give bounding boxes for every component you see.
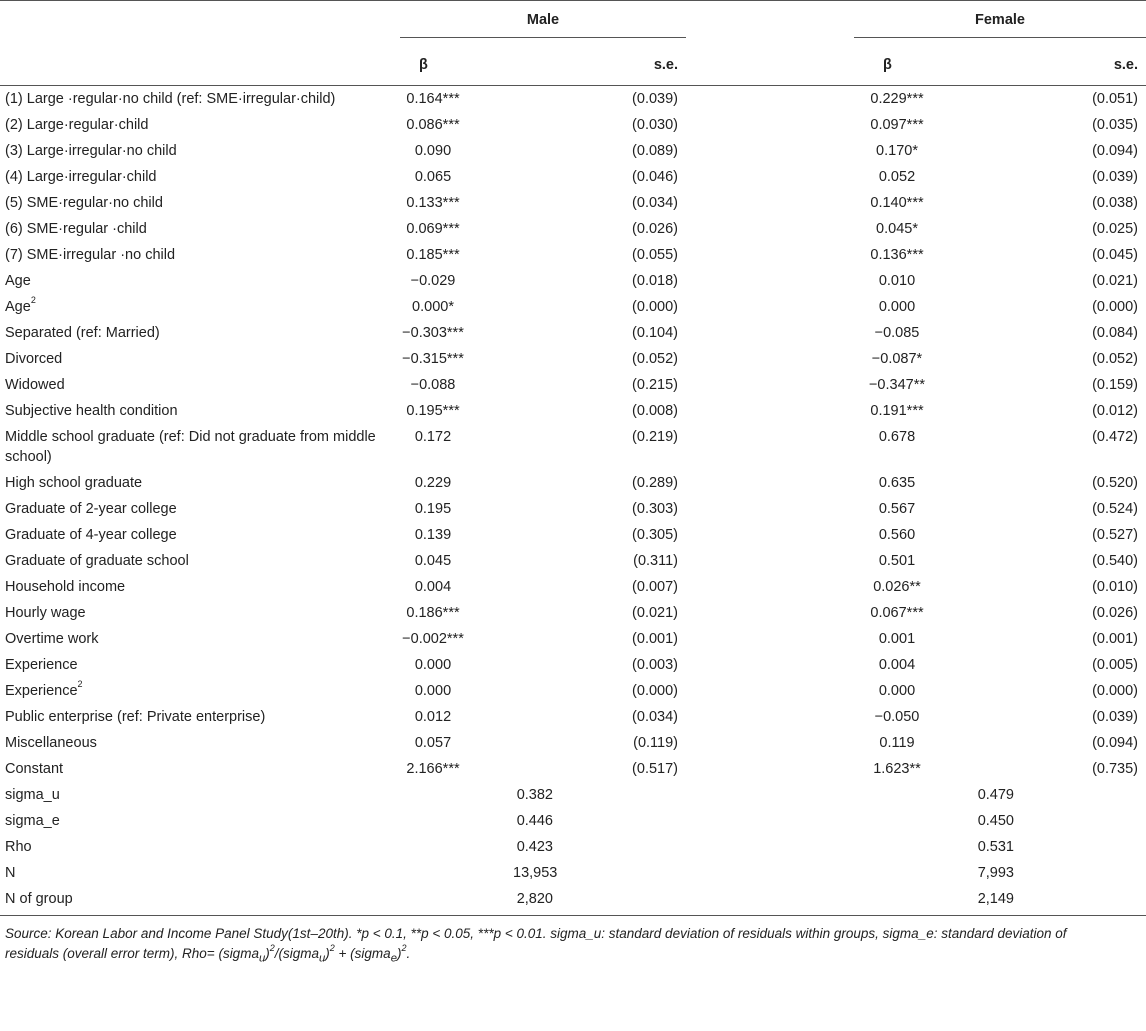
male-se: (0.046) xyxy=(632,169,678,185)
female-group-header: Female xyxy=(854,12,1146,38)
female-se: (0.472) xyxy=(1092,429,1139,445)
male-beta: 0.000* xyxy=(412,299,454,315)
table-footnote xyxy=(0,916,1146,969)
table-row xyxy=(0,652,1146,678)
female-se: (0.039) xyxy=(1092,169,1139,185)
female-se: (0.527) xyxy=(1092,527,1139,543)
male-beta: 0.139 xyxy=(414,527,452,543)
male-stat-value: 0.382 xyxy=(516,787,553,803)
male-beta: −0.029 xyxy=(410,273,456,289)
male-stat-value: 0.446 xyxy=(516,813,553,829)
variable-name: Experience xyxy=(5,657,78,673)
female-se: (0.039) xyxy=(1092,709,1139,725)
female-se: (0.012) xyxy=(1092,403,1139,419)
stat-name: N xyxy=(5,865,16,881)
female-beta: 0.052 xyxy=(878,169,916,185)
male-se: (0.001) xyxy=(632,631,678,647)
male-beta: 0.004 xyxy=(414,579,452,595)
male-se: (0.517) xyxy=(632,761,678,777)
variable-name: Public enterprise (ref: Private enterprise) xyxy=(5,709,266,725)
female-stat-value: 2,149 xyxy=(977,891,1014,907)
variable-name: (2) Large·regular·child xyxy=(5,117,149,133)
stat-name: N of group xyxy=(0,886,390,916)
female-beta: 0.119 xyxy=(879,735,915,751)
male-beta: 0.164*** xyxy=(406,91,460,107)
footnote-line-2: residuals (overall error term), Rho= (sigma$_u$)$^2$/(sigma$_u$)$^2$ + (sigma$_e$)$^2$. xyxy=(5,942,411,965)
female-beta: 0.001 xyxy=(878,631,916,647)
table-row xyxy=(0,522,1146,548)
male-beta: 0.229 xyxy=(414,475,452,491)
male-se: (0.034) xyxy=(632,195,678,211)
male-se: (0.219) xyxy=(632,429,678,445)
male-stat-value: 0.423 xyxy=(516,839,553,855)
variable-name: (6) SME·regular ·child xyxy=(5,221,147,237)
male-se: (0.018) xyxy=(632,273,678,289)
table-row xyxy=(0,164,1146,190)
table-row xyxy=(0,294,1146,320)
male-beta: 2.166*** xyxy=(406,761,460,777)
male-beta: −0.002*** xyxy=(402,631,464,647)
male-se-header: s.e. xyxy=(476,45,686,86)
male-se: (0.026) xyxy=(632,221,678,237)
female-beta: 0.567 xyxy=(878,501,916,517)
male-se: (0.000) xyxy=(632,299,678,315)
male-se: (0.055) xyxy=(632,247,678,263)
male-beta: −0.088 xyxy=(410,377,456,393)
female-beta: −0.050 xyxy=(874,709,920,725)
female-se: (0.000) xyxy=(1092,299,1139,315)
female-stat-value: 0.531 xyxy=(977,839,1014,855)
variable-name: Hourly wage xyxy=(5,605,86,621)
variable-name: Subjective health condition xyxy=(5,403,178,419)
male-se: (0.008) xyxy=(632,403,678,419)
male-se: (0.030) xyxy=(632,117,678,133)
female-se-header: s.e. xyxy=(940,45,1146,86)
table-row xyxy=(0,600,1146,626)
male-beta: 0.012 xyxy=(414,709,452,725)
variable-name: Middle school graduate (ref: Did not graduate from middle school) xyxy=(5,429,376,465)
male-se: (0.303) xyxy=(632,501,678,517)
male-beta: 0.057 xyxy=(414,735,452,751)
variable-name: Age xyxy=(5,273,31,289)
variable-name: (7) SME·irregular ·no child xyxy=(5,247,176,263)
female-se: (0.025) xyxy=(1092,221,1139,237)
table-row xyxy=(0,678,1146,704)
male-beta: 0.172 xyxy=(414,429,452,445)
female-se: (0.159) xyxy=(1092,377,1139,393)
female-beta-header: β xyxy=(854,45,940,86)
variable-name: (3) Large·irregular·no child xyxy=(5,143,177,159)
male-se: (0.039) xyxy=(632,91,678,107)
male-beta-header: β xyxy=(390,45,476,86)
female-beta: 0.229*** xyxy=(870,91,924,107)
table-row xyxy=(0,320,1146,346)
table-row xyxy=(0,190,1146,216)
female-beta: −0.087* xyxy=(871,351,923,367)
male-beta: −0.315*** xyxy=(402,351,464,367)
female-se: (0.010) xyxy=(1092,579,1139,595)
female-se: (0.094) xyxy=(1092,735,1139,751)
table-row xyxy=(0,730,1146,756)
female-beta: 0.010 xyxy=(878,273,916,289)
variable-name: (5) SME·regular·no child xyxy=(5,195,163,211)
female-se: (0.000) xyxy=(1092,683,1139,699)
female-se: (0.051) xyxy=(1092,91,1139,107)
variable-name: Household income xyxy=(5,579,126,595)
stat-name: sigma_u xyxy=(5,787,60,803)
male-se: (0.311) xyxy=(633,553,678,569)
male-beta: 0.133*** xyxy=(406,195,460,211)
variable-name: (1) Large ·regular·no child (ref: SME·irregular·child) xyxy=(5,91,336,107)
female-beta: 0.191*** xyxy=(870,403,924,419)
variable-name: Divorced xyxy=(5,351,63,367)
male-beta: 0.045 xyxy=(414,553,452,569)
male-beta: 0.090 xyxy=(414,143,452,159)
table-row xyxy=(0,496,1146,522)
male-se: (0.104) xyxy=(632,325,678,341)
male-beta: 0.000 xyxy=(414,683,452,699)
male-beta: 0.000 xyxy=(414,657,452,673)
table-body xyxy=(0,86,1146,916)
female-se: (0.035) xyxy=(1092,117,1139,133)
male-se: (0.119) xyxy=(633,735,678,751)
table-row xyxy=(0,86,1146,113)
stat-row xyxy=(0,808,1146,834)
female-se: (0.094) xyxy=(1092,143,1139,159)
variable-name: Constant xyxy=(5,761,64,777)
stat-name: sigma_e xyxy=(5,813,60,829)
male-beta: 0.195*** xyxy=(406,403,460,419)
female-beta: 0.067*** xyxy=(870,605,924,621)
female-beta: 0.004 xyxy=(878,657,916,673)
table-row xyxy=(0,398,1146,424)
male-stat-value: 13,953 xyxy=(513,865,558,881)
stat-row xyxy=(0,860,1146,886)
variable-name: High school graduate xyxy=(5,475,143,491)
variable-name: (4) Large·irregular·child xyxy=(5,169,157,185)
female-stat-value: 0.450 xyxy=(977,813,1014,829)
female-se: (0.026) xyxy=(1092,605,1139,621)
female-se: (0.084) xyxy=(1092,325,1139,341)
table-row xyxy=(0,372,1146,398)
male-stat-value: 2,820 xyxy=(516,891,553,907)
table-row xyxy=(0,346,1146,372)
female-beta: 0.136*** xyxy=(870,247,924,263)
table-row xyxy=(0,242,1146,268)
male-beta: 0.186*** xyxy=(406,605,460,621)
female-se: (0.520) xyxy=(1092,475,1139,491)
table-row xyxy=(0,756,1146,782)
male-se: (0.215) xyxy=(632,377,678,393)
female-beta: 1.623** xyxy=(873,761,921,777)
table-row xyxy=(0,268,1146,294)
male-beta: 0.185*** xyxy=(406,247,460,263)
female-beta: 0.000 xyxy=(878,683,916,699)
female-beta: 0.678 xyxy=(878,429,916,445)
female-se: (0.005) xyxy=(1092,657,1139,673)
female-beta: 0.635 xyxy=(878,475,916,491)
male-beta: −0.303*** xyxy=(402,325,464,341)
footnote-line-1: Source: Korean Labor and Income Panel Study(1st–20th). *p < 0.1, **p < 0.05, ***p < 0.01. sigma_u: standard deviation of residuals within groups, sigma_e: standard deviation of xyxy=(5,926,1067,941)
variable-name: Graduate of 2-year college xyxy=(5,501,177,517)
male-se: (0.089) xyxy=(632,143,678,159)
male-beta: 0.086*** xyxy=(406,117,460,133)
stat-row xyxy=(0,834,1146,860)
male-beta: 0.065 xyxy=(414,169,452,185)
variable-name: Age$^2$ xyxy=(5,295,36,315)
table-row xyxy=(0,704,1146,730)
female-beta: 0.097*** xyxy=(870,117,924,133)
female-beta: −0.085 xyxy=(874,325,920,341)
female-beta: −0.347** xyxy=(868,377,926,393)
variable-name: Separated (ref: Married) xyxy=(5,325,160,341)
male-se: (0.052) xyxy=(632,351,678,367)
variable-name: Graduate of graduate school xyxy=(5,553,189,569)
female-beta: 0.026** xyxy=(873,579,921,595)
variable-name: Miscellaneous xyxy=(5,735,97,751)
table-row xyxy=(0,548,1146,574)
female-beta: 0.501 xyxy=(878,553,916,569)
female-se: (0.524) xyxy=(1092,501,1139,517)
female-stat-value: 7,993 xyxy=(977,865,1014,881)
stat-name: Rho xyxy=(5,839,32,855)
table-row xyxy=(0,138,1146,164)
male-se: (0.003) xyxy=(632,657,678,673)
female-se: (0.045) xyxy=(1092,247,1139,263)
table-row xyxy=(0,626,1146,652)
table-row xyxy=(0,424,1146,470)
male-se: (0.000) xyxy=(632,683,678,699)
female-se: (0.735) xyxy=(1092,761,1139,777)
table-row xyxy=(0,216,1146,242)
female-beta: 0.140*** xyxy=(870,195,924,211)
male-se: (0.305) xyxy=(632,527,678,543)
variable-name: Graduate of 4-year college xyxy=(5,527,177,543)
male-se: (0.289) xyxy=(632,475,678,491)
table-row xyxy=(0,574,1146,600)
male-se: (0.007) xyxy=(632,579,678,595)
female-se: (0.052) xyxy=(1092,351,1139,367)
female-se: (0.001) xyxy=(1092,631,1139,647)
variable-name: Widowed xyxy=(5,377,65,393)
female-se: (0.540) xyxy=(1092,553,1139,569)
male-group-header: Male xyxy=(400,12,686,38)
female-stat-value: 0.479 xyxy=(977,787,1014,803)
stat-row xyxy=(0,782,1146,808)
female-beta: 0.560 xyxy=(878,527,916,543)
male-se: (0.021) xyxy=(632,605,678,621)
male-beta: 0.069*** xyxy=(406,221,460,237)
female-beta: 0.000 xyxy=(878,299,916,315)
male-se: (0.034) xyxy=(632,709,678,725)
variable-name: Overtime work xyxy=(5,631,99,647)
stat-row xyxy=(0,886,1146,916)
variable-name: Experience$^2$ xyxy=(5,679,83,699)
female-beta: 0.045* xyxy=(876,221,918,237)
table-row xyxy=(0,112,1146,138)
male-beta: 0.195 xyxy=(414,501,452,517)
table-row xyxy=(0,470,1146,496)
female-beta: 0.170* xyxy=(876,143,918,159)
female-se: (0.038) xyxy=(1092,195,1139,211)
female-se: (0.021) xyxy=(1092,273,1139,289)
